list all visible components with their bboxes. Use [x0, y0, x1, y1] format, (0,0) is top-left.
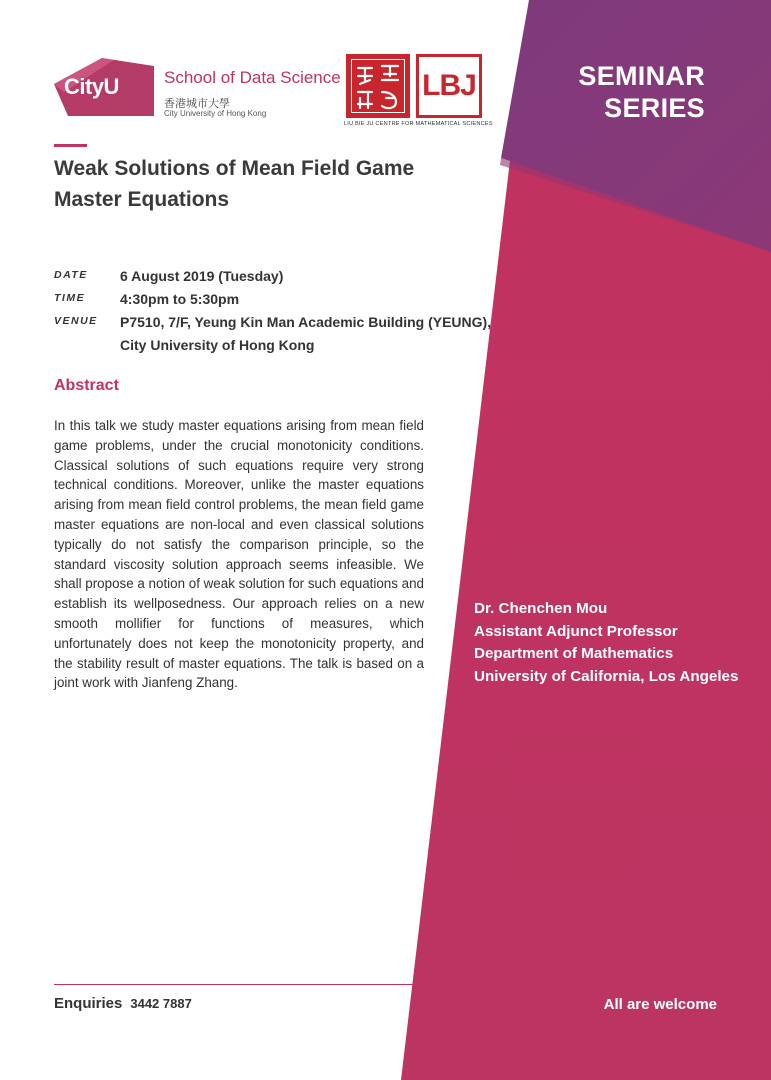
lbj-centre-logo: [344, 54, 493, 130]
lbj-logo-text: LBJ: [422, 69, 476, 102]
cityu-logo-text: CityU: [64, 74, 119, 99]
seminar-series-label: [578, 60, 705, 124]
title-accent-line: [54, 144, 87, 147]
detail-row-venue: [54, 311, 504, 334]
detail-row-time: [54, 288, 504, 311]
lbj-caption: LIU BIE JU CENTRE FOR MATHEMATICAL SCIENCES: [344, 121, 493, 127]
enquiries-number: 3442 7887: [130, 996, 192, 1011]
university-name-english: City University of Hong Kong: [164, 109, 267, 118]
speaker-position: Assistant Adjunct Professor: [474, 622, 678, 640]
time-value: 4:30pm to 5:30pm: [120, 291, 240, 307]
venue-value-cont: City University of Hong Kong: [120, 337, 315, 353]
speaker-institution: University of California, Los Angeles: [474, 667, 739, 685]
detail-row-date: [54, 265, 504, 288]
enquiries-label: Enquiries: [54, 995, 123, 1012]
speaker-info: [474, 598, 738, 688]
university-name-chinese: 香港城市大學: [164, 98, 230, 110]
speaker-name: Dr. Chenchen Mou: [474, 600, 608, 617]
footer-divider: [54, 984, 441, 985]
seal-stamp: [346, 54, 410, 118]
speaker-department: Department of Mathematics: [474, 645, 674, 662]
abstract-heading: Abstract: [54, 377, 119, 394]
talk-title: Weak Solutions of Mean Field Game Master Equations: [54, 157, 415, 211]
date-value: 6 August 2019 (Tuesday): [120, 268, 284, 284]
time-label: TIME: [54, 292, 86, 304]
detail-row-venue-cont: [54, 334, 504, 357]
abstract-text: In this talk we study master equations arising from mean field game problems, under the crucial monotonicity conditions. Classical solutions of such equations require very strong technical conditions. Moreover, unlike the master equations arising from mean field control problems, the mean field game master equations are non-local and even classical solutions typically do not satisfy the comparison principle, so the standard viscosity solution approach seems infeasible. We shall propose a notion of weak solution for such equations and establish its wellposedness. Our approach relies on a new smooth mollifier for functions of measures, which unfortunately does not keep the monotonicity property, and the stability result of master equations. The talk is based on a joint work with Jianfeng Zhang.: [54, 418, 424, 691]
date-label: DATE: [54, 269, 88, 281]
lbj-wordmark: [416, 54, 482, 118]
all-welcome-text: All are welcome: [603, 996, 717, 1013]
talk-details: [54, 265, 504, 357]
series-line-1: SEMINAR: [578, 61, 705, 91]
series-line-2: SERIES: [604, 93, 705, 123]
school-name: School of Data Science: [164, 68, 341, 87]
cityu-logo: [54, 52, 341, 124]
enquiries: [54, 995, 192, 1012]
venue-label: VENUE: [54, 315, 98, 327]
venue-value: P7510, 7/F, Yeung Kin Man Academic Building (YEUNG),: [120, 314, 492, 330]
